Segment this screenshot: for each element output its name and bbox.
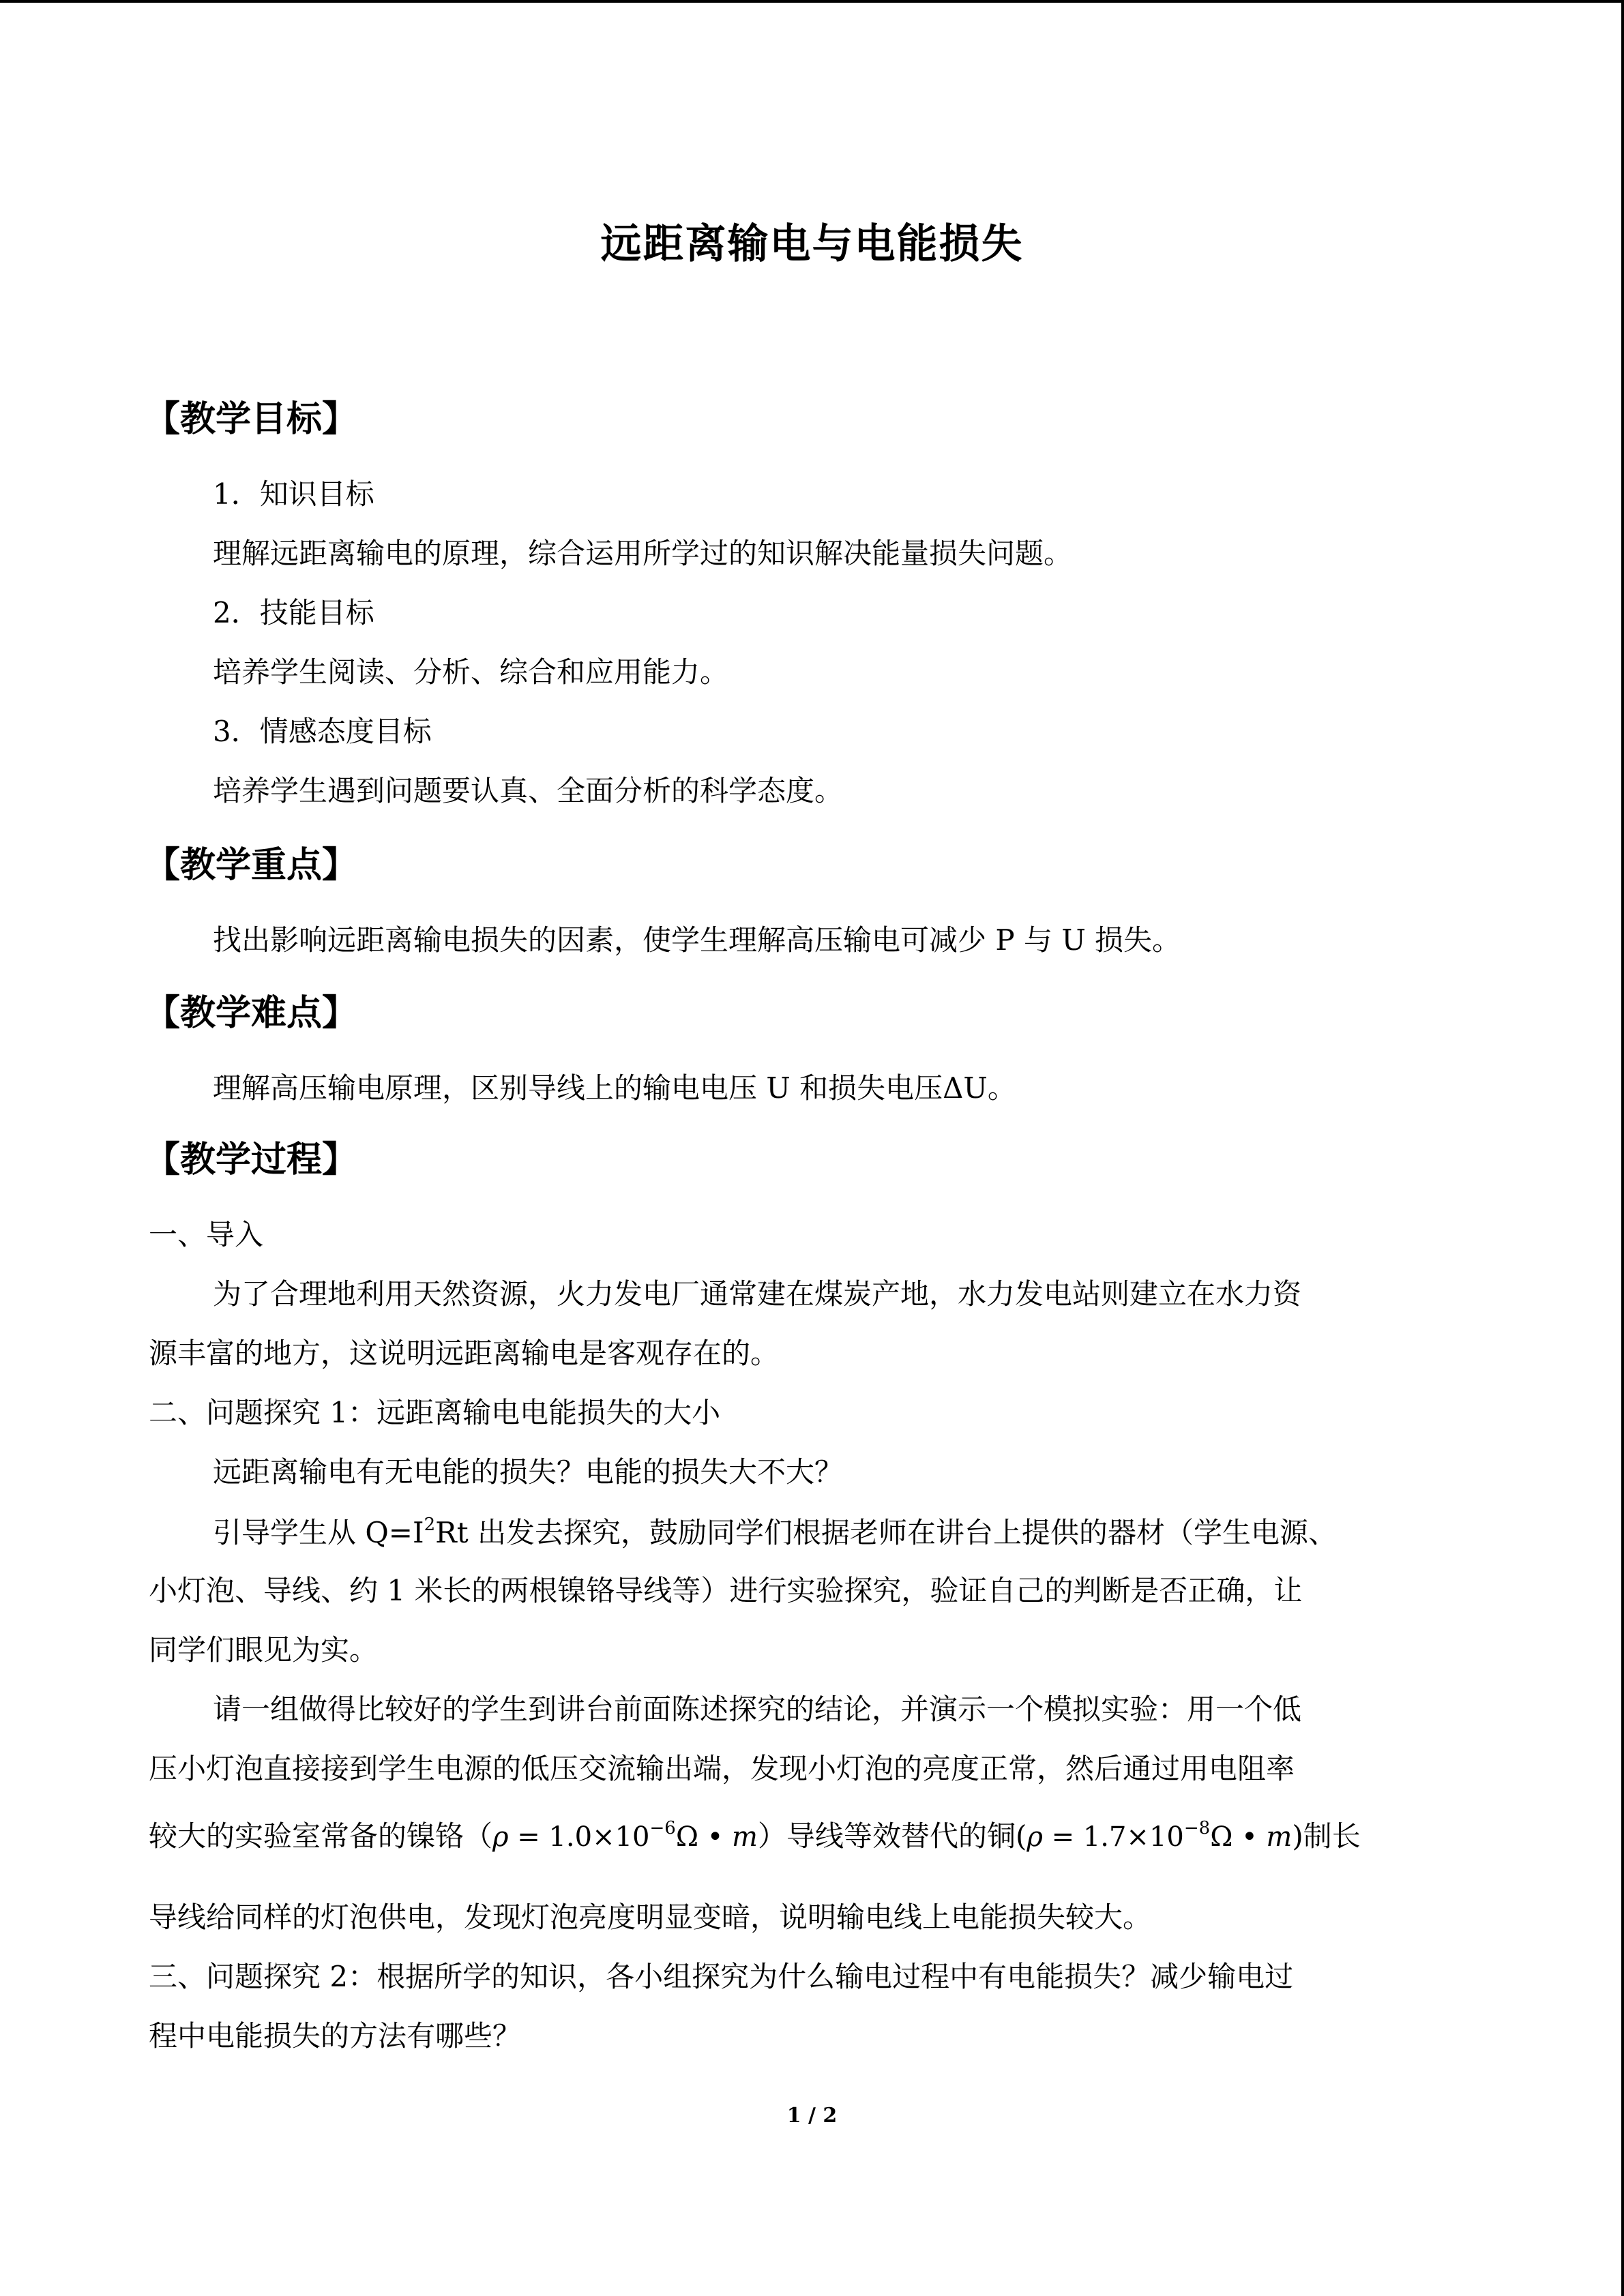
page-border-top [0,0,1624,3]
heading-difficulties: 【教学难点】 [145,993,358,1034]
goal-2-title: 2．技能目标 [213,596,374,629]
formula2-meter: m [1266,1821,1293,1853]
formula2-unit: Ω • [1210,1821,1267,1853]
formula1-value: = 1.0×10 [508,1821,650,1853]
part2-para1-line-1 [213,1515,1337,1550]
goal-1-text: 理解远距离输电的原理，综合运用所学过的知识解决能量损失问题。 [213,537,1073,570]
part2-para2-line-1: 请一组做得比较好的学生到讲台前面陈述探究的结论，并演示一个模拟实验：用一个低 [213,1693,1302,1726]
part2-para2-text-a: 较大的实验室常备的镍铬（ [149,1819,493,1853]
part3-line-2: 程中电能损失的方法有哪些？ [149,2019,522,2053]
goal-1-title: 1．知识目标 [213,477,374,511]
part2-para2-line-3 [149,1818,1361,1853]
goal-2-text: 培养学生阅读、分析、综合和应用能力。 [213,655,729,689]
part1-line-1: 为了合理地利用天然资源，火力发电厂通常建在煤炭产地，水力发电站则建立在水力资 [213,1277,1302,1311]
part2-para1-text-a: 引导学生从 Q=I [213,1516,424,1549]
part1-line-2: 源丰富的地方，这说明远距离输电是客观存在的。 [149,1337,780,1370]
key-points-text: 找出影响远距离输电损失的因素，使学生理解高压输电可减少 P 与 U 损失。 [213,923,1181,957]
part3-line-1: 三、问题探究 2：根据所学的知识，各小组探究为什么输电过程中有电能损失？减少输电过 [149,1960,1294,1993]
goal-3-text: 培养学生遇到问题要认真、全面分析的科学态度。 [213,774,844,807]
part2-para2-line-4: 导线给同样的灯泡供电，发现灯泡亮度明显变暗，说明输电线上电能损失较大。 [149,1900,1152,1934]
formula1-exponent: −6 [649,1818,676,1838]
formula2-exponent: −8 [1183,1818,1211,1838]
goal-3-title: 3．情感态度目标 [213,715,432,748]
heading-teaching-goals: 【教学目标】 [145,399,358,440]
document-title: 远距离输电与电能损失 [600,220,1024,268]
part2-para1-line-2: 小灯泡、导线、约 1 米长的两根镍铬导线等）进行实验探究，验证自己的判断是否正确，让 [149,1574,1303,1607]
page-border-right [1621,0,1624,2296]
formula1-unit: Ω • [675,1821,733,1853]
heading-teaching-process: 【教学过程】 [145,1139,358,1180]
formula1-meter: m [732,1821,758,1853]
heading-key-points: 【教学重点】 [145,845,358,886]
rho-symbol: ρ [492,1821,509,1853]
part2-para2-line-2: 压小灯泡直接接到学生电源的低压交流输出端，发现小灯泡的亮度正常，然后通过用电阻率 [149,1752,1295,1785]
part2-title: 二、问题探究 1：远距离输电电能损失的大小 [149,1396,721,1429]
superscript-two: 2 [424,1515,436,1535]
part2-para1-line-3: 同学们眼见为实。 [149,1633,379,1667]
part1-title: 一、导入 [149,1218,264,1251]
difficulties-text: 理解高压输电原理，区别导线上的输电电压 U 和损失电压ΔU。 [213,1071,1016,1105]
formula-nichrome-resistivity [492,1818,758,1853]
rho-symbol: ρ [1027,1821,1043,1853]
part2-para1-text-b: Rt 出发去探究，鼓励同学们根据老师在讲台上提供的器材（学生电源、 [435,1516,1337,1549]
formula-copper-resistivity [1027,1818,1293,1853]
page-number: 1 / 2 [786,2104,838,2128]
part2-para2-text-b: ）导线等效替代的铜( [757,1819,1027,1853]
part2-para2-text-c: )制长 [1292,1819,1361,1853]
part2-question: 远距离输电有无电能的损失？电能的损失大不大？ [213,1455,844,1489]
formula2-value: = 1.7×10 [1042,1821,1184,1853]
